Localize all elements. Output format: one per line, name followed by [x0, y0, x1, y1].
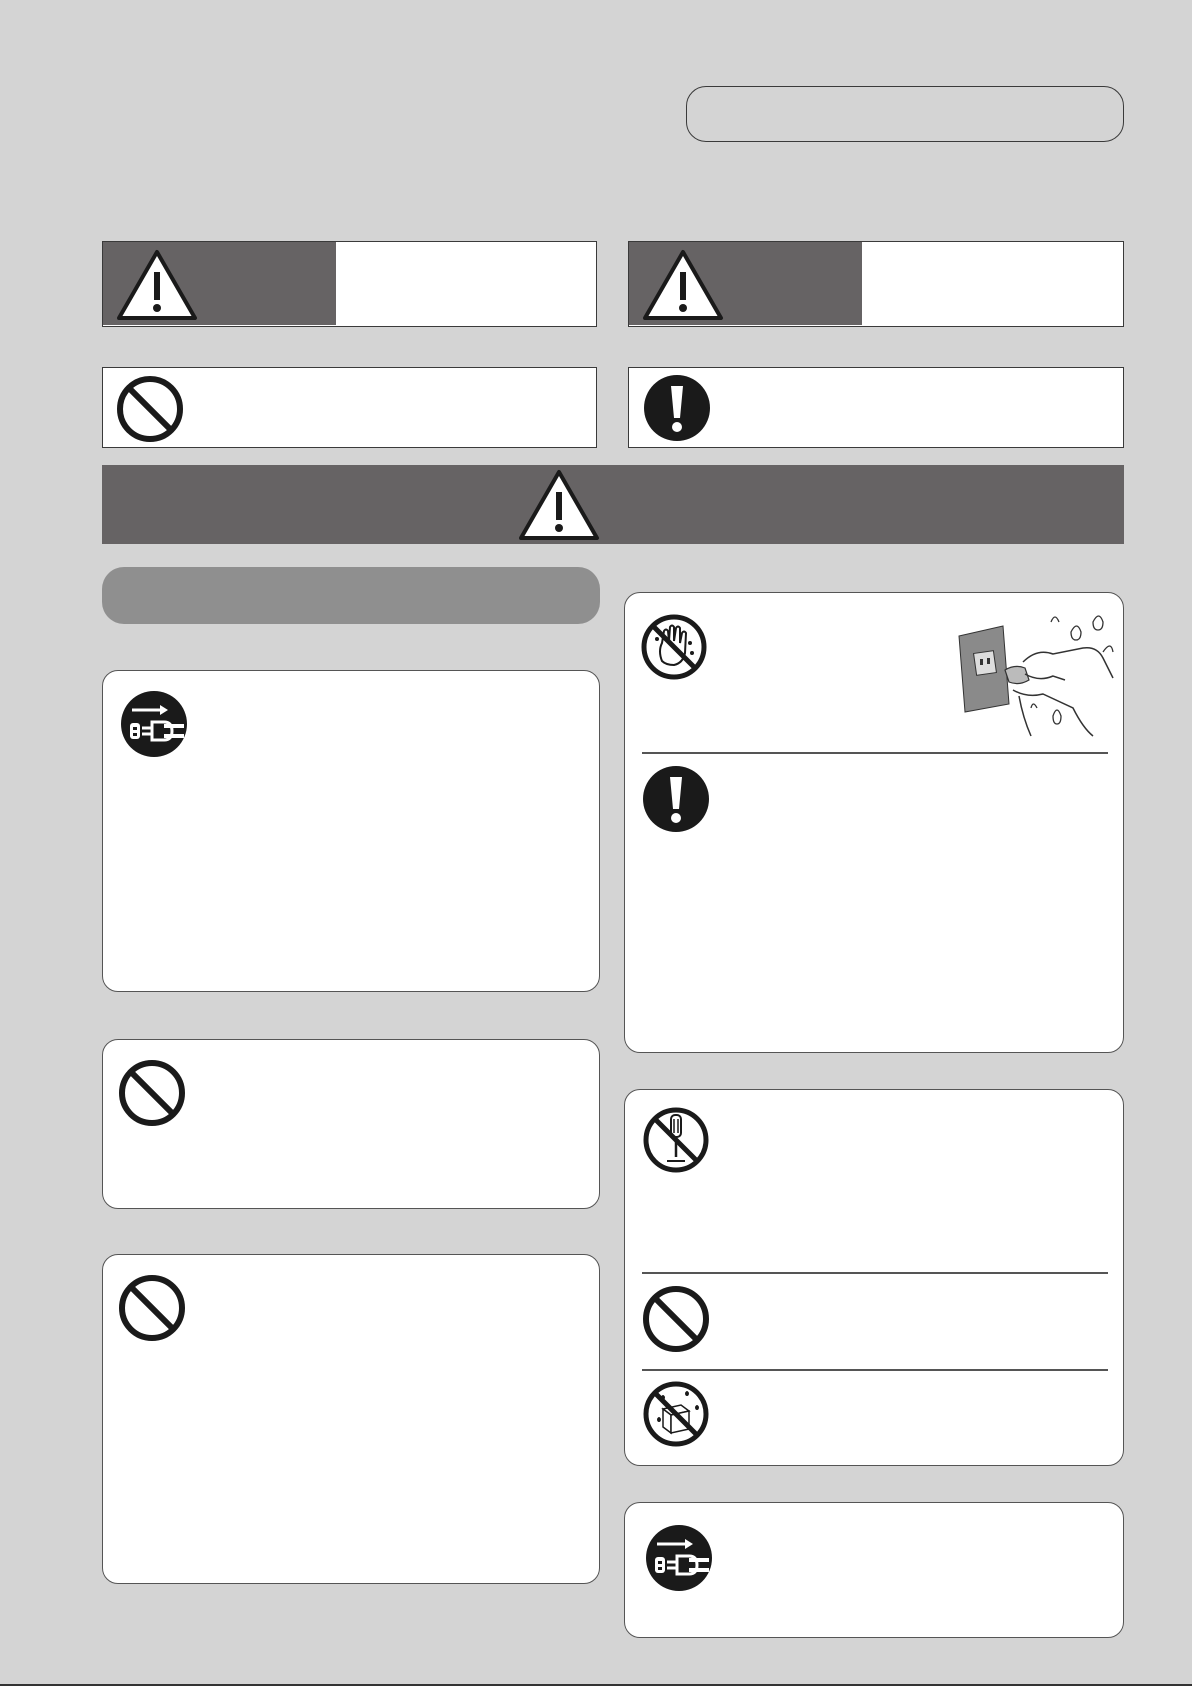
mandatory-icon [643, 374, 711, 442]
warning-triangle-icon [115, 248, 199, 322]
legend-caution-symbol-area [629, 242, 862, 325]
prohibited-icon [641, 1284, 711, 1354]
legend-caution [628, 241, 1124, 327]
unplug-icon [120, 690, 188, 758]
prohibited-icon [115, 374, 185, 444]
mandatory-icon [642, 765, 710, 833]
legend-warning [102, 241, 597, 327]
no-wet-hands-icon [640, 613, 708, 681]
legend-mandatory [628, 367, 1124, 448]
warning-banner [102, 465, 1124, 544]
no-water-icon [641, 1379, 711, 1449]
right-card-2-separator-1 [642, 1272, 1108, 1274]
legend-prohibited [102, 367, 597, 448]
right-card-1 [624, 592, 1124, 1053]
left-card-3 [102, 1254, 600, 1584]
right-card-1-separator [642, 752, 1108, 754]
right-card-3 [624, 1502, 1124, 1638]
header-pill [686, 86, 1124, 142]
right-card-2-separator-2 [642, 1369, 1108, 1371]
warning-triangle-icon [641, 248, 725, 322]
right-card-2 [624, 1089, 1124, 1466]
prohibited-icon [117, 1058, 187, 1128]
warning-triangle-icon [517, 468, 601, 542]
left-card-2 [102, 1039, 600, 1209]
prohibited-icon [117, 1273, 187, 1343]
no-disassembly-icon [641, 1105, 711, 1175]
left-card-1 [102, 670, 600, 992]
wet-hand-plug-illustration [953, 608, 1118, 738]
unplug-icon [645, 1524, 713, 1592]
legend-warning-symbol-area [103, 242, 336, 325]
section-pill [102, 567, 600, 624]
